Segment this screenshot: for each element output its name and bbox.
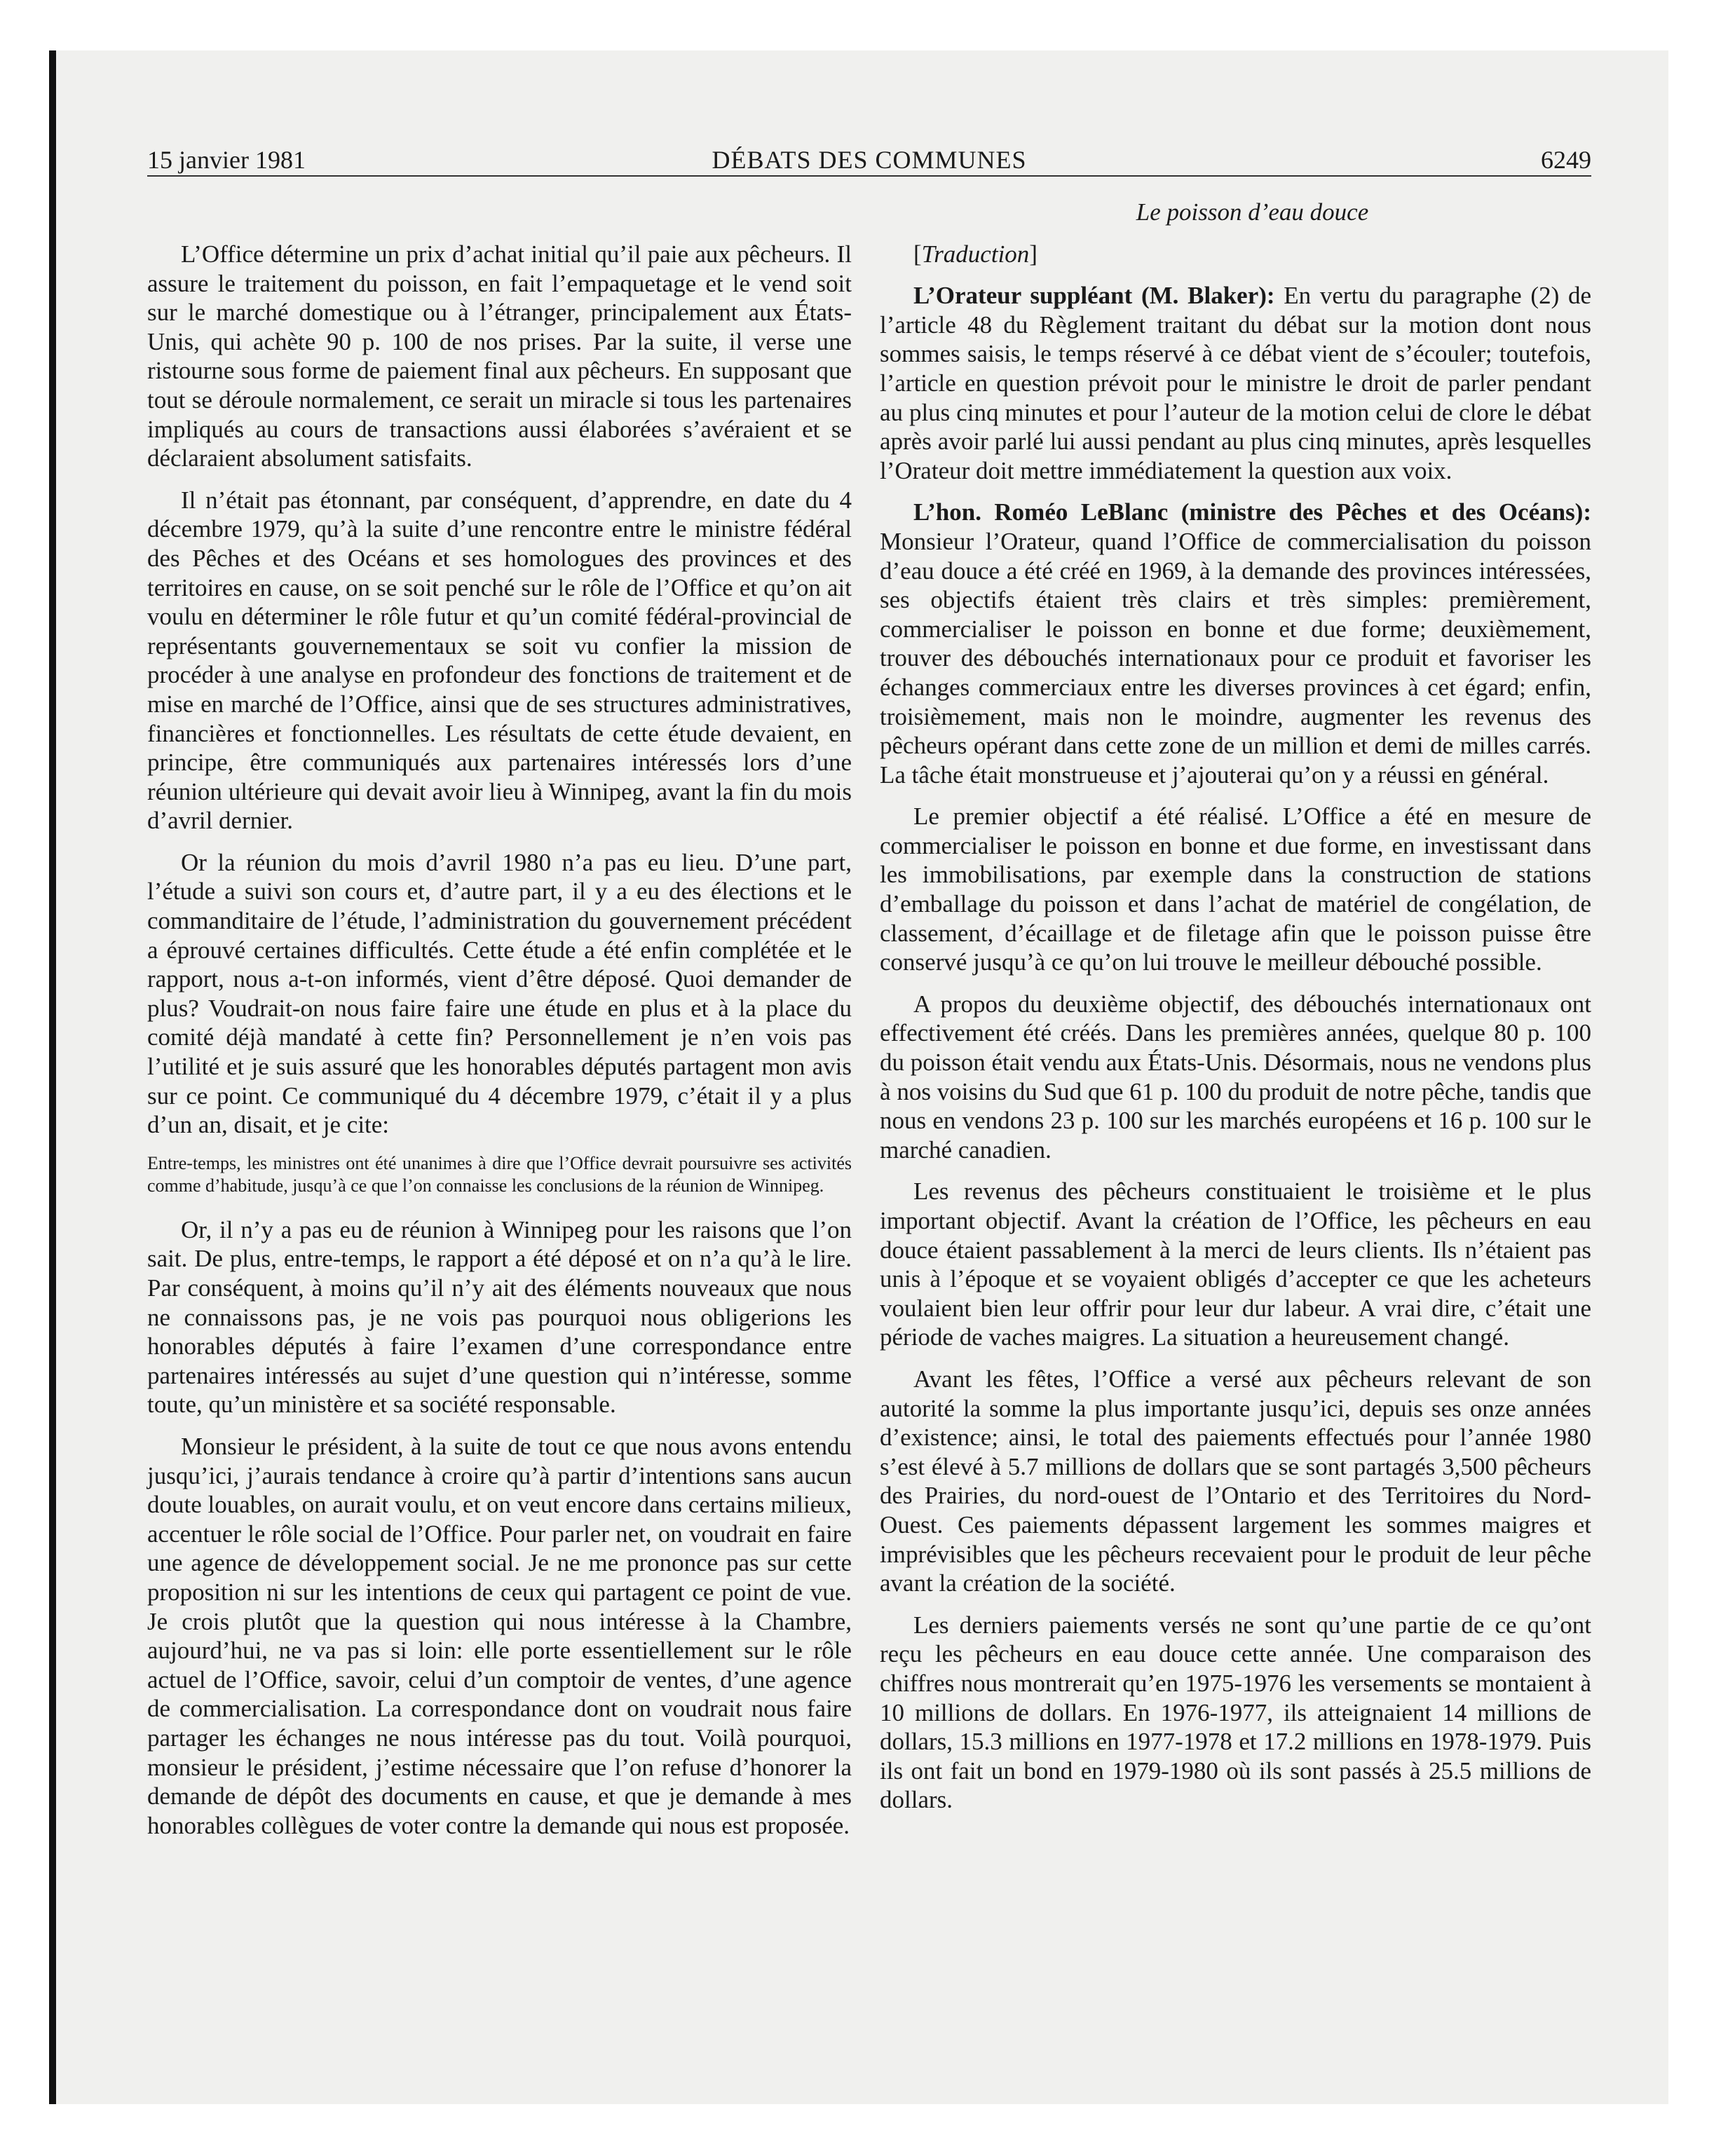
paragraph: Avant les fêtes, l’Office a versé aux pêcheurs relevant de son autorité la somme la plus importante jusqu’ici, depuis ses onze années d’existence; ainsi, le total des paiements effectués pour l’année 1980 s’est élevé à 5.7 millions de dollars que se sont partagés 3,500 pêcheurs des Prairies, du nord-ouest de l’Ontario et des Territoires du Nord-Ouest. Ces paiements dépassent largement les sommes maigres et imprévisibles que les pêcheurs recevaient pour le produit de leur pêche avant la création de la société. xyxy=(880,1365,1591,1597)
block-quote: Entre-temps, les ministres ont été unanimes à dire que l’Office devrait poursuivre ses activités comme d’habitude, jusqu’à ce que l’on connaisse les conclusions de la réunion de Winnipeg. xyxy=(147,1152,852,1196)
paragraph: Monsieur le président, à la suite de tout ce que nous avons entendu jusqu’ici, j’aurais tendance à croire qu’à partir d’intentions sans aucun doute louables, on aurait voulu, et on veut encore dans certains milieux, accentuer le rôle social de l’Office. Pour parler net, on voudrait en faire une agence de développement social. Je ne me prononce pas sur cette proposition ni sur les intentions de ceux qui partagent ce point de vue. Je crois plutôt que la question qui nous intéresse à la Chambre, aujourd’hui, ne va pas si loin: elle porte essentiellement sur le rôle actuel de l’Office, savoir, celui d’un comptoir de ventes, d’une agence de commercialisation. La correspondance dont on voudrait nous faire partager les échanges ne nous intéresse pas du tout. Voilà pourquoi, monsieur le président, j’estime nécessaire que l’on refuse d’honorer la demande de dépôt des documents en cause, et que je demande à mes honorables collègues de voter contre la demande qui nous est proposée. xyxy=(147,1432,852,1839)
translation-note: [Traduction] xyxy=(913,240,1037,268)
paragraph: A propos du deuxième objectif, des débouchés internationaux ont effectivement été créés. Dans les premières années, quelque 80 p. 100 du poisson était vendu aux États-Unis. Désormais, nous ne vendons plus à nos voisins du Sud que 61 p. 100 du produit de notre pêche, tandis que nous en vendons 23 p. 100 sur les marchés européens et 16 p. 100 sur le marché canadien. xyxy=(880,990,1591,1164)
paragraph: Les revenus des pêcheurs constituaient le troisième et le plus important objectif. Avant la création de l’Office, les pêcheurs en eau douce étaient passablement à la merci de leurs clients. Ils n’étaient pas unis à l’époque et se voyaient obligés d’accepter ce que les acheteurs voulaient bien leur offrir pour leur dur labeur. A vrai dire, c’était une période de vaches maigres. La situation a heureusement changé. xyxy=(880,1178,1591,1351)
paragraph: Le premier objectif a été réalisé. L’Office a été en mesure de commercialiser le poisson en bonne et due forme, en investissant dans les immobilisations, par exemple dans la construction de stations d’emballage du poisson et dans l’achat de matériel de congélation, de classement, d’écaillage et de filetage afin que le poisson puisse être conservé jusqu’à ce qu’on lui trouve le meilleur débouché possible. xyxy=(880,803,1591,976)
paragraph: Or, il n’y a pas eu de réunion à Winnipeg pour les raisons que l’on sait. De plus, entre-temps, le rapport a été déposé et on n’a qu’à le lire. Par conséquent, à moins qu’il n’y ait des éléments nouveaux que nous ne connaissons pas, je ne vois pas pourquoi nous obligerions les honorables députés à faire l’examen d’une correspondance entre partenaires intéressés au sujet d’une question qui n’intéresse, somme toute, qu’un ministère et sa société responsable. xyxy=(147,1215,852,1419)
translation-label: Traduction xyxy=(921,240,1030,268)
paragraph: Il n’était pas étonnant, par conséquent, d’apprendre, en date du 4 décembre 1979, qu’à la suite d’une rencontre entre le ministre fédéral des Pêches et des Océans et ses homologues des provinces et des territoires en cause, on se soit penché sur le rôle de l’Office et qu’on ait voulu en déterminer le rôle futur et qu’un comité fédéral-provincial de représentants gouvernementaux se soit vu confier la mission de procéder à une analyse en profondeur des fonctions de traitement et de mise en marché de l’Office, ainsi que de ses structures administratives, financières et fonctionnelles. Les résultats de cette étude devaient, en principe, être communiqués aux partenaires intéressés lors d’une réunion ultérieure qui devait avoir lieu à Winnipeg, avant la fin du mois d’avril dernier. xyxy=(147,486,852,835)
speech-text: En vertu du paragraphe (2) de l’article 48 du Règlement traitant du débat sur la motion dont nous sommes saisis, le temps réservé à ce débat vient de s’écouler; toutefois, l’article en question prévoit pour le ministre le droit de parler pendant au plus cinq minutes et pour l’auteur de la motion celui de clore le débat après avoir parlé lui aussi pendant au plus cinq minutes, après lesquelles l’Orateur doit mettre immédiatement la question aux voix. xyxy=(880,282,1591,484)
speech-paragraph xyxy=(880,281,1591,485)
left-column xyxy=(147,198,852,1853)
speaker-name: L’Orateur suppléant (M. Blaker): xyxy=(913,282,1275,310)
paragraph: Les derniers paiements versés ne sont qu’une partie de ce qu’ont reçu les pêcheurs en eau douce cette année. Une comparaison des chiffres nous montrerait qu’en 1975-1976 les versements se montaient à 10 millions de dollars. En 1976-1977, ils atteignaient 14 millions de dollars, 15.3 millions en 1977-1978 et 17.2 millions en 1978-1979. Puis ils ont fait un bond en 1979-1980 où ils sont passés à 25.5 millions de dollars. xyxy=(880,1611,1591,1814)
right-column xyxy=(880,198,1591,1827)
header-title: DÉBATS DES COMMUNES xyxy=(712,146,1027,174)
speech-text: Monsieur l’Orateur, quand l’Office de commercialisation du poisson d’eau douce a été créé en 1969, à la demande des provinces intéressées, ses objectifs étaient très clairs et très simples: premièrement, commercialiser le poisson en bonne et due forme; deuxièmement, trouver des débouchés internationaux pour ce produit et favoriser les échanges commerciaux entre les diverses provinces à cet égard; enfin, troisièmement, mais non le moindre, augmenter les revenus des pêcheurs opérant dans cette zone de un million et demi de milles carrés. La tâche était monstrueuse et j’ajouterai qu’on y a réussi en général. xyxy=(880,527,1591,789)
paragraph: L’Office détermine un prix d’achat initial qu’il paie aux pêcheurs. Il assure le traitement du poisson, en fait l’empaquetage et le vend soit sur le marché domestique ou à l’étranger, principalement aux États-Unis, qui achète 90 p. 100 de nos prises. Par la suite, il verse une ristourne sous forme de paiement final aux pêcheurs. En supposant que tout se déroule normalement, ce serait un miracle si tous les partenaires impliqués au cours de transactions aussi élaborées s’avéraient et se déclaraient absolument satisfaits. xyxy=(147,240,852,472)
speaker-name: L’hon. Roméo LeBlanc (ministre des Pêches et des Océans): xyxy=(913,498,1591,526)
header-date: 15 janvier 1981 xyxy=(147,146,306,174)
header-page-number: 6249 xyxy=(1541,146,1591,174)
speech-paragraph xyxy=(880,498,1591,789)
section-subheading: Le poisson d’eau douce xyxy=(1136,198,1369,226)
scan-edge-bar xyxy=(49,50,56,2104)
page-header xyxy=(147,144,1591,177)
paragraph: Or la réunion du mois d’avril 1980 n’a pas eu lieu. D’une part, l’étude a suivi son cours et, d’autre part, il y a eu des élections et le commanditaire de l’étude, l’administration du gouvernement précédent a éprouvé certaines difficultés. Cette étude a été enfin complétée et le rapport, nous a-t-on informés, vient d’être déposé. Quoi demander de plus? Voudrait-on nous faire faire une étude en plus et à la place du comité déjà mandaté à cette fin? Personnellement je n’en vois pas l’utilité et je suis assuré que les honorables députés partagent mon avis sur ce point. Ce communiqué du 4 décembre 1979, c’était il y a plus d’un an, disait, et je cite: xyxy=(147,848,852,1139)
